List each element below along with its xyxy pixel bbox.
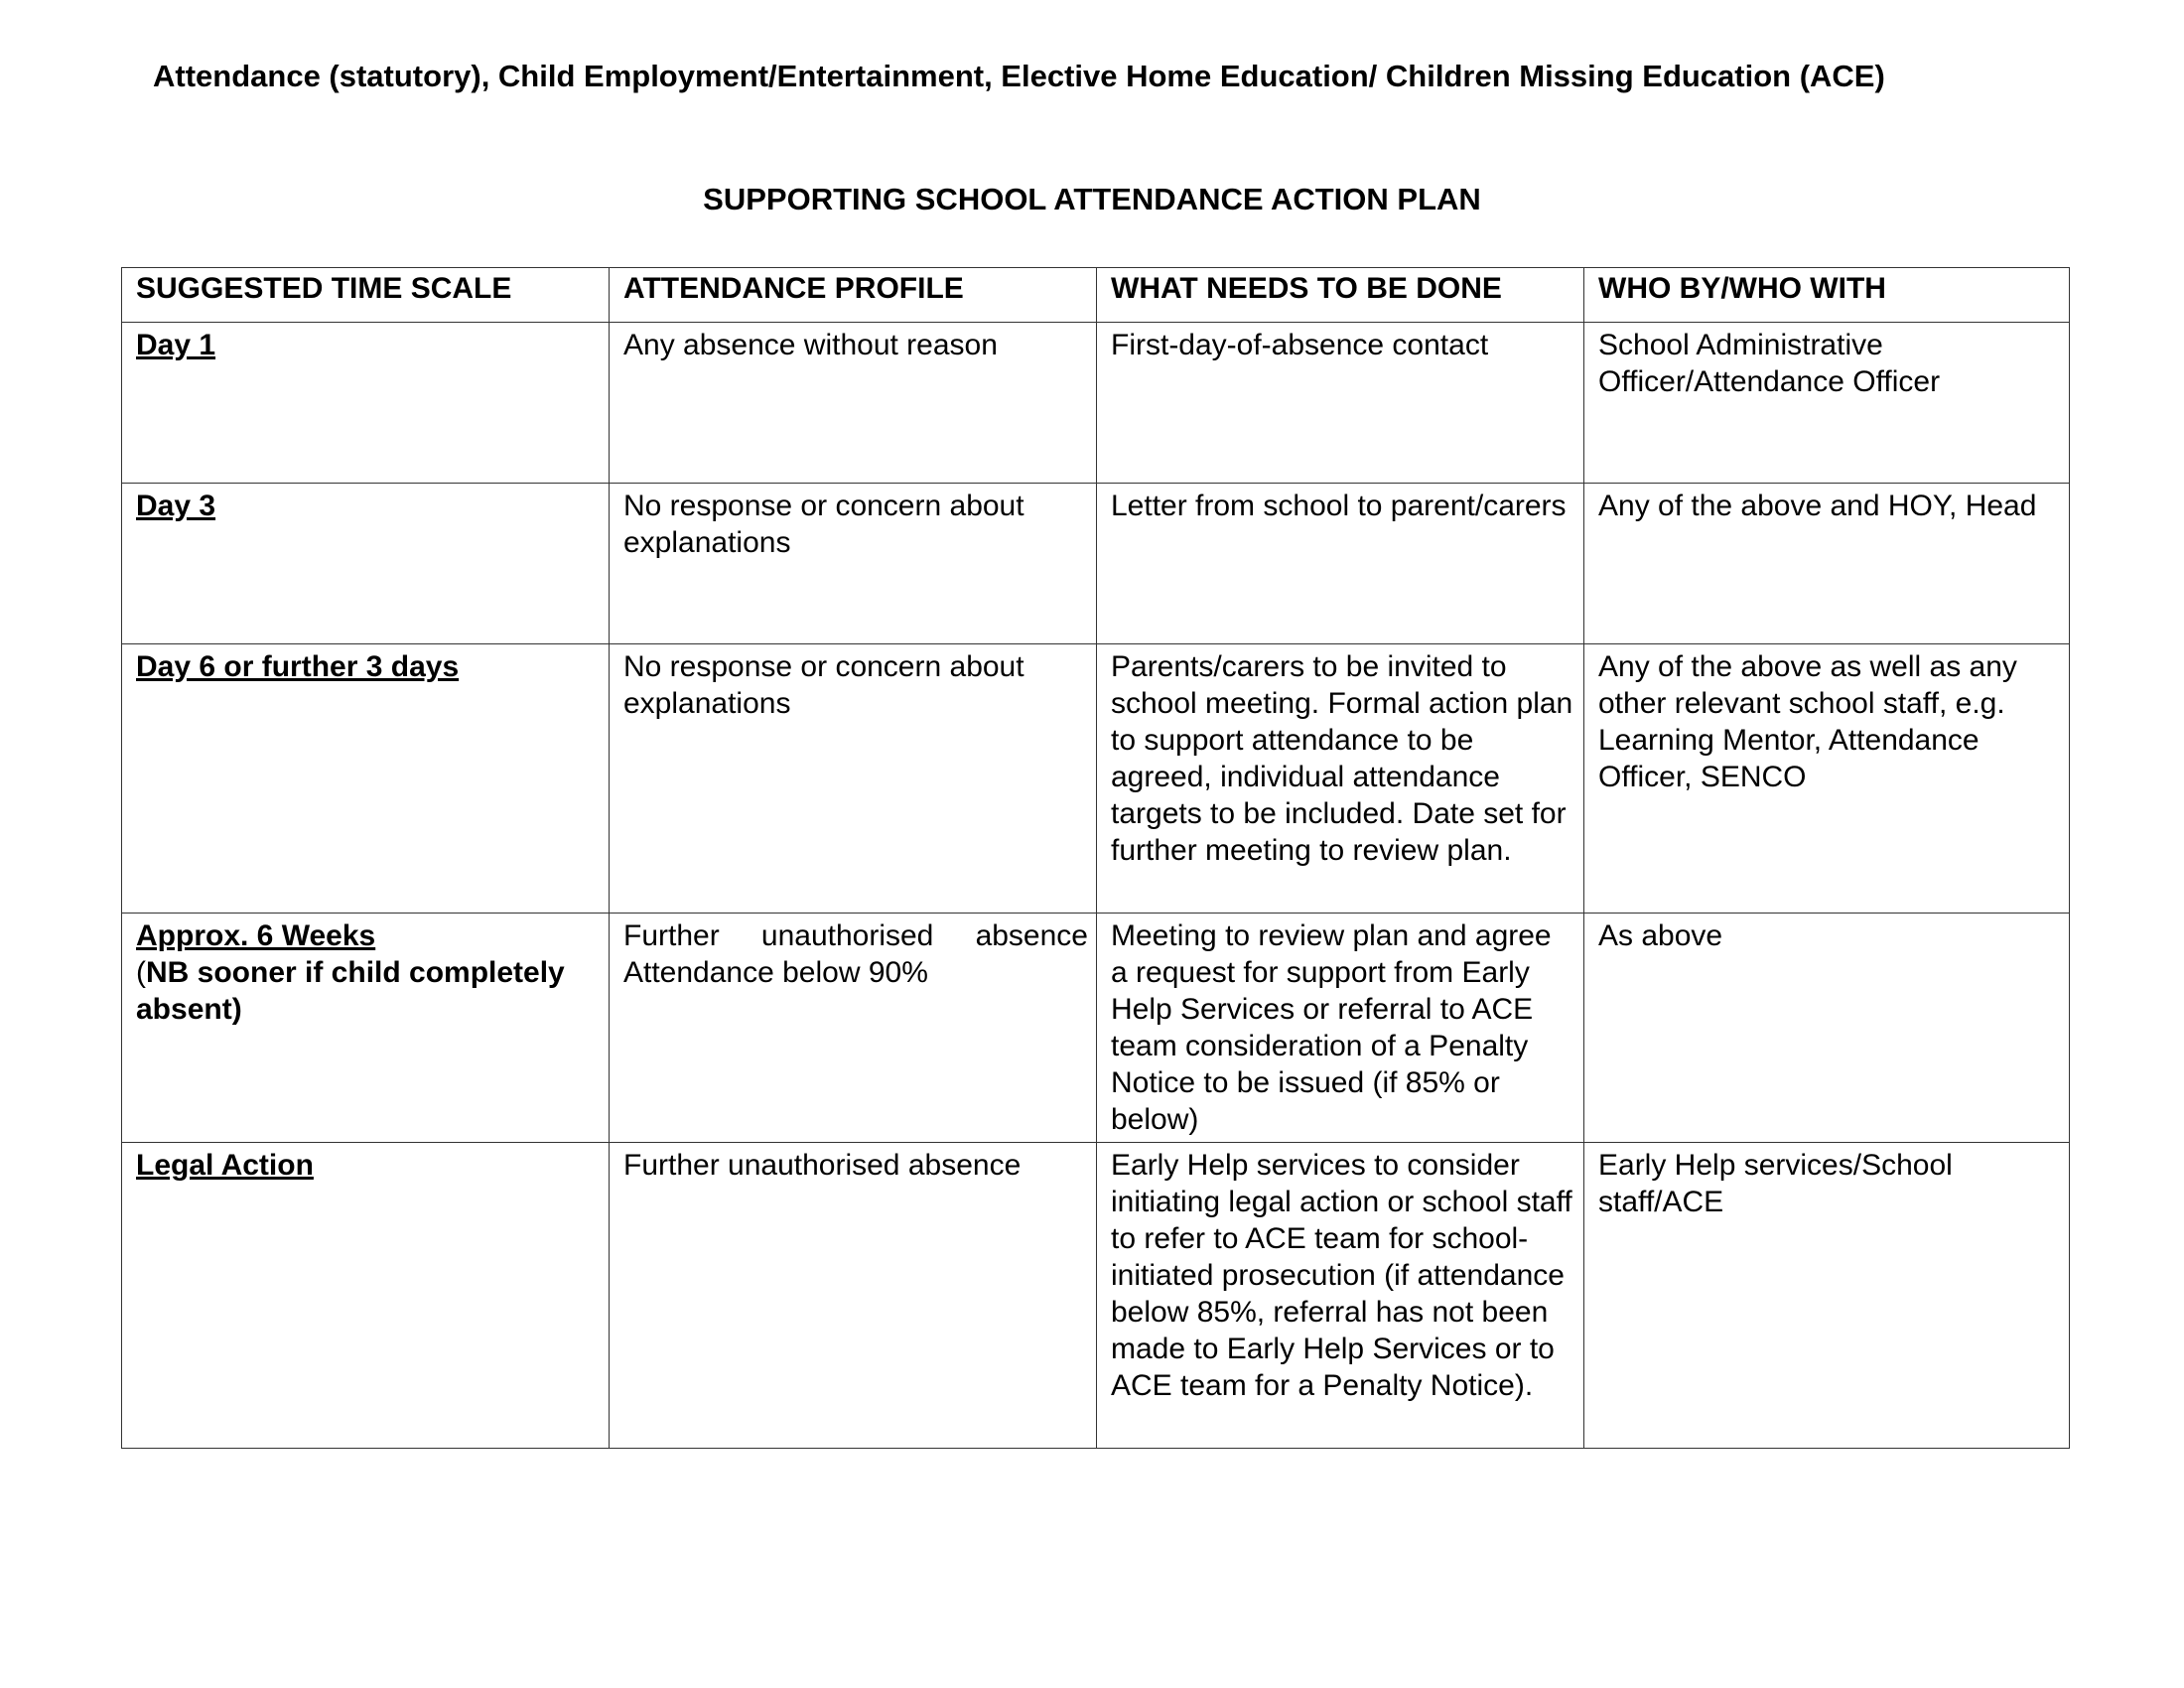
attendance-profile-line: Attendance below 90%	[623, 956, 928, 989]
attendance-profile-cell: Any absence without reason	[610, 323, 1097, 484]
table-row	[122, 1143, 2070, 1449]
action-cell: First-day-of-absence contact	[1097, 323, 1584, 484]
time-scale-label: Day 6 or further 3 days	[136, 650, 460, 683]
who-cell: As above	[1584, 914, 2070, 1143]
column-header-who-by: WHO BY/WHO WITH	[1584, 268, 2070, 323]
time-scale-cell	[122, 484, 610, 644]
table-header-row	[122, 268, 2070, 323]
time-scale-cell	[122, 644, 610, 914]
time-scale-cell	[122, 1143, 610, 1449]
action-cell: Parents/carers to be invited to school meeting. Formal action plan to support attendance to be agreed, individual attendance targets to be included. Date set for further meeting to review plan.	[1097, 644, 1584, 914]
attendance-profile-cell	[610, 914, 1097, 1143]
who-cell: School Administrative Officer/Attendance Officer	[1584, 323, 2070, 484]
time-scale-note-open: (	[136, 956, 146, 989]
time-scale-label: Day 1	[136, 329, 216, 361]
who-cell: Any of the above as well as any other relevant school staff, e.g. Learning Mentor, Attendance Officer, SENCO	[1584, 644, 2070, 914]
attendance-profile-line: Further unauthorised absence	[623, 919, 1088, 952]
time-scale-label: Day 3	[136, 490, 216, 522]
time-scale-cell	[122, 914, 610, 1143]
time-scale-label: Approx. 6 Weeks	[136, 919, 376, 952]
time-scale-cell	[122, 323, 610, 484]
time-scale-note: NB sooner if child completely absent)	[136, 956, 565, 1026]
column-header-attendance-profile: ATTENDANCE PROFILE	[610, 268, 1097, 323]
who-cell: Any of the above and HOY, Head	[1584, 484, 2070, 644]
action-plan-table	[121, 267, 2070, 1449]
document-title: SUPPORTING SCHOOL ATTENDANCE ACTION PLAN	[703, 182, 1481, 216]
table-row	[122, 484, 2070, 644]
attendance-profile-cell: No response or concern about explanations	[610, 484, 1097, 644]
table-row	[122, 323, 2070, 484]
column-header-what-needs-to-be-done: WHAT NEEDS TO BE DONE	[1097, 268, 1584, 323]
time-scale-label: Legal Action	[136, 1149, 314, 1182]
table-row	[122, 914, 2070, 1143]
attendance-profile-cell: No response or concern about explanations	[610, 644, 1097, 914]
attendance-profile-cell: Further unauthorised absence	[610, 1143, 1097, 1449]
document-header: Attendance (statutory), Child Employment/Entertainment, Elective Home Education/ Children Missing Education (ACE)	[153, 59, 1885, 93]
action-cell: Early Help services to consider initiating legal action or school staff to refer to ACE team for school- initiated prosecution (if attendance below 85%, referral has not been made to Early Help Services or to ACE team for a Penalty Notice).	[1097, 1143, 1584, 1449]
table-row	[122, 644, 2070, 914]
column-header-time-scale: SUGGESTED TIME SCALE	[122, 268, 610, 323]
action-cell: Meeting to review plan and agree a request for support from Early Help Services or referral to ACE team consideration of a Penalty Notice to be issued (if 85% or below)	[1097, 914, 1584, 1143]
action-cell: Letter from school to parent/carers	[1097, 484, 1584, 644]
who-cell: Early Help services/School staff/ACE	[1584, 1143, 2070, 1449]
